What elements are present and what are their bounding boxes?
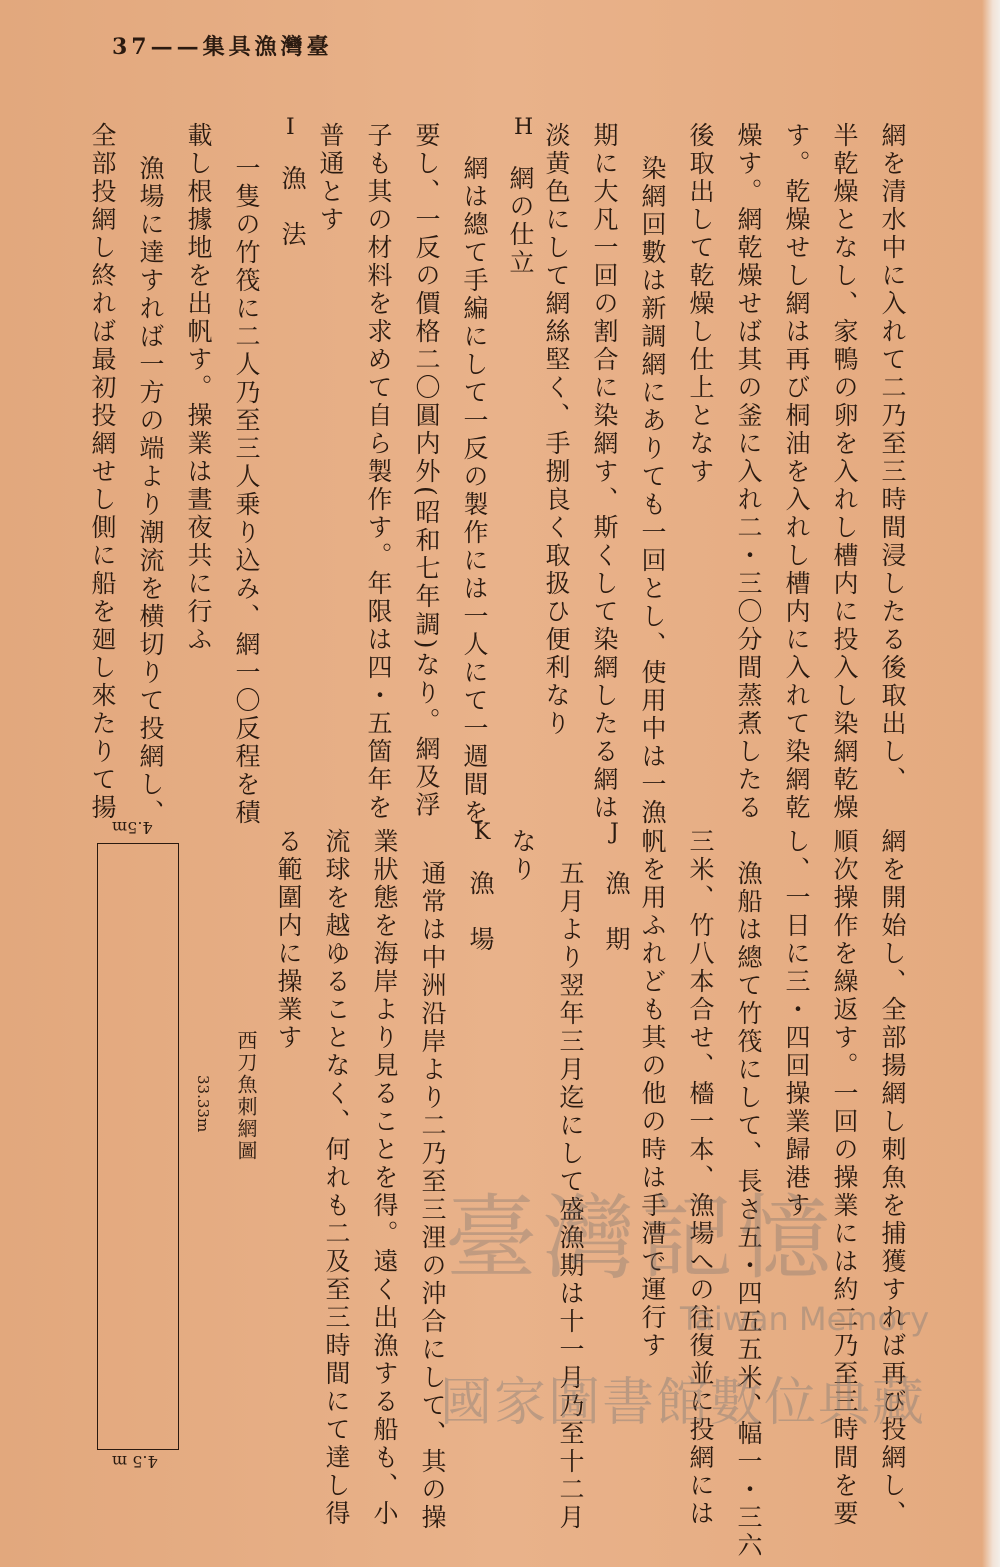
section-heading: 漁 期 <box>602 870 631 954</box>
figure-length-label: 33.33m <box>194 1075 212 1133</box>
text-column: 子も其の材料を求めて自ら製作す。年限は四・五箇年を <box>364 122 393 822</box>
text-column: 漁場に達すれば一方の端より潮流を横切りて投網し、 <box>136 155 165 827</box>
text-column: 流球を越ゆることなく、何れも二及至三時間にて達し得 <box>322 828 351 1528</box>
section-heading: 網の仕立 <box>506 165 535 277</box>
section-heading: 漁 場 <box>466 870 495 954</box>
figure-caption: 西刀魚刺網圖 <box>234 1030 258 1162</box>
text-column: 網を清水中に入れて二乃至三時間浸したる後取出し、 <box>878 122 907 794</box>
page-spine-edge <box>982 0 1000 1567</box>
figure-top-width-label: 4.5m <box>112 818 153 837</box>
text-column: 載し根據地を出帆す。操業は晝夜共に行ふ <box>184 122 213 654</box>
text-column: し、一日に三・四回操業歸港す <box>782 828 811 1220</box>
section-marker-j: J <box>610 820 619 845</box>
text-column: る範圍内に操業す <box>274 828 303 1052</box>
text-column: 漁船は總て竹筏にして、長さ五・四五五米、幅一・三六 <box>734 860 763 1560</box>
section-marker-h: H <box>514 115 534 140</box>
text-column: 帆を用ふれども其の他の時は手漕で運行す <box>638 828 667 1360</box>
watermark-logo-text: 臺灣記憶 <box>445 1185 838 1292</box>
text-column: 期に大凡一回の割合に染網す、斯くして染網したる網は <box>590 122 619 822</box>
text-column: 淡黄色にして網絲堅く、手捌良く取扱ひ便利なり <box>542 122 571 738</box>
figure-bottom-width-label: 4.5 m <box>112 1452 158 1471</box>
text-column: 染網回數は新調網にありても一回とし、使用中は一漁 <box>638 155 667 827</box>
running-head: 37——集具漁灣臺 <box>112 34 333 60</box>
watermark-english: Taiwan Memory <box>680 1300 930 1338</box>
section-marker-i: I <box>286 115 295 140</box>
text-column: 五月より翌年三月迄にして盛漁期は十一月乃至十二月 <box>556 860 585 1532</box>
gill-net-diagram <box>97 843 179 1450</box>
text-column: 網を開始し、全部揚網し刺魚を捕獲すれば再び投網し、 <box>878 828 907 1528</box>
text-column: 通常は中洲沿岸より二乃至三浬の沖合にして、其の操 <box>418 860 447 1532</box>
text-column: す。乾燥せし網は再び桐油を入れし槽内に入れて染網乾 <box>782 122 811 822</box>
section-heading: 漁 法 <box>278 165 307 249</box>
watermark-organization: 國家圖書館數位典藏 <box>440 1373 927 1433</box>
text-column: 順次操作を繰返す。一回の操業には約二乃至三時間を要 <box>830 828 859 1528</box>
text-column: 半乾燥となし、家鴨の卵を入れし槽内に投入し染網乾燥 <box>830 122 859 822</box>
text-column: 後取出して乾燥し仕上となす <box>686 122 715 486</box>
text-column: 燥す。網乾燥せば其の釜に入れ二・三〇分間蒸煮したる <box>734 122 763 822</box>
text-column: なり <box>508 828 537 884</box>
text-column: 要し、一反の價格二〇圓内外(昭和七年調)なり。網及浮 <box>412 122 441 820</box>
text-column: 業狀態を海岸より見ることを得。遠く出漁する船も、小 <box>370 828 399 1528</box>
text-column: 三米、竹八本合せ、檣一本、漁場への往復並に投網には <box>686 828 715 1528</box>
text-column: 普通とす <box>316 122 345 234</box>
section-marker-k: K <box>474 820 491 845</box>
text-column: 全部投網し終れば最初投網せし側に船を廻し來たりて揚 <box>88 122 117 822</box>
text-column: 一隻の竹筏に二人乃至三人乗り込み、網一〇反程を積 <box>232 155 261 827</box>
text-column: 網は總て手編にして一反の製作には一人にて一週間を <box>460 155 489 827</box>
